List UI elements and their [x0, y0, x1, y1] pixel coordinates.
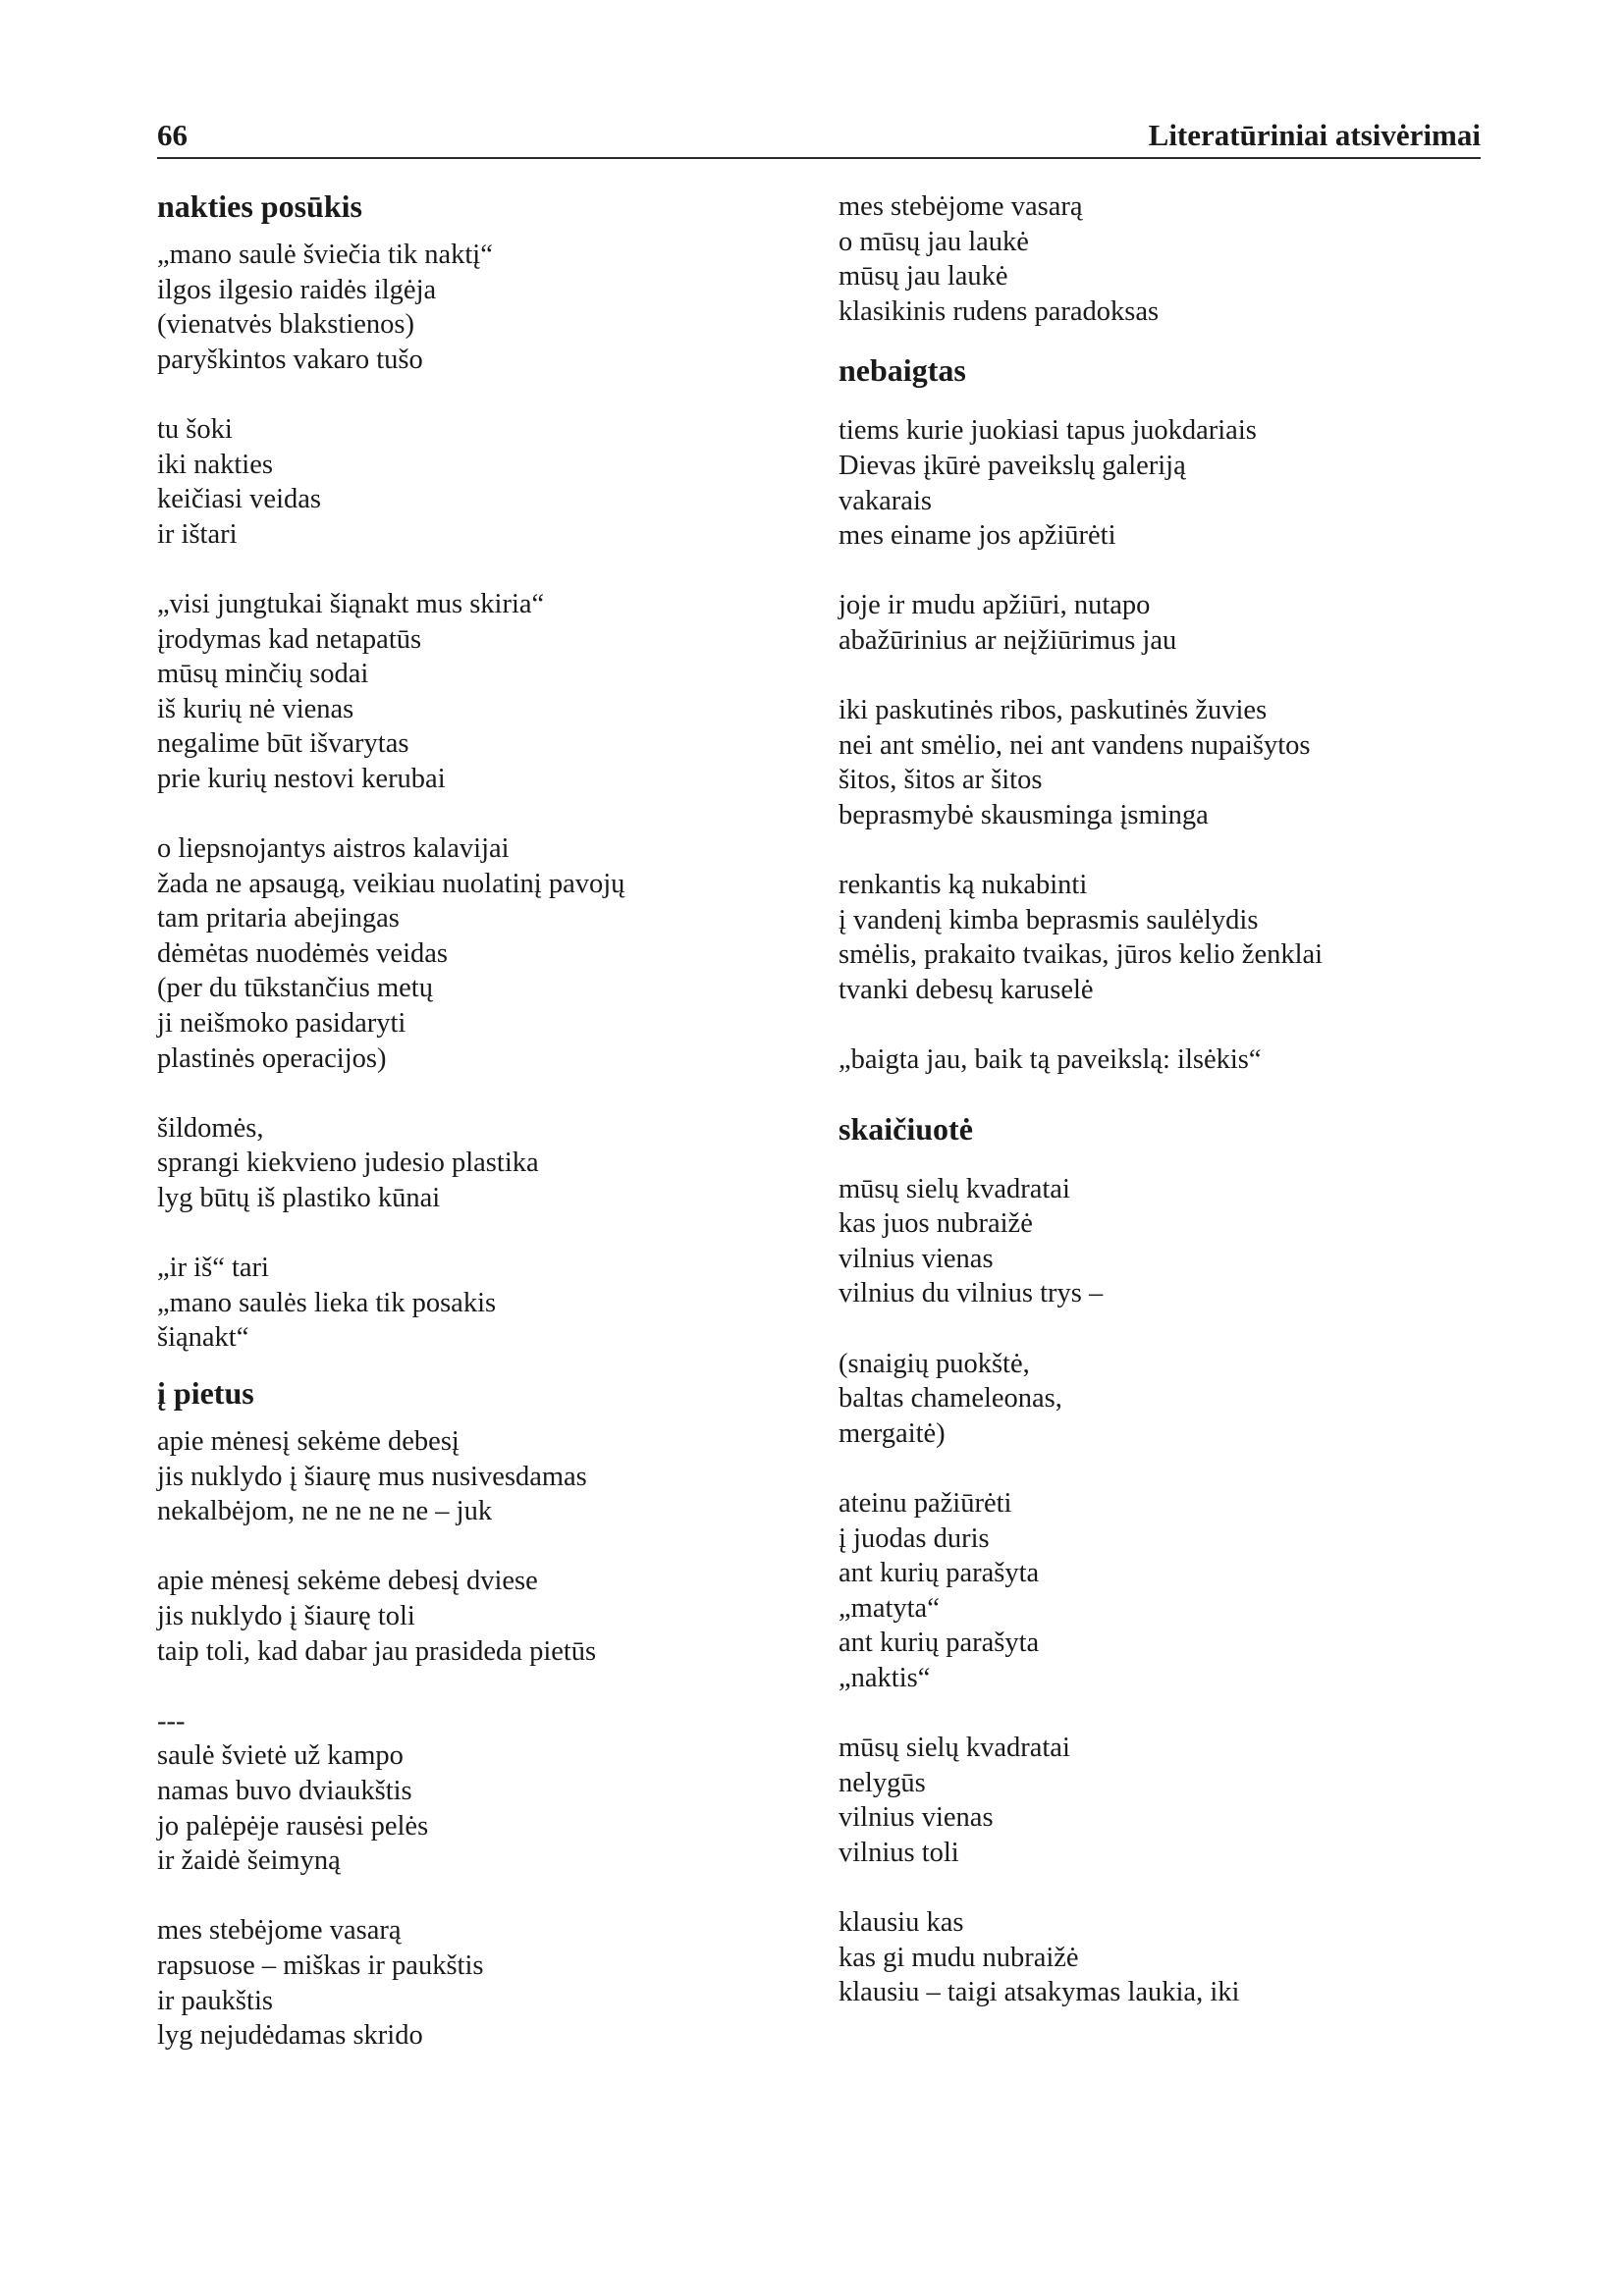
stanza: [839, 588, 1487, 658]
verse-line: ateinu pažiūrėti: [839, 1488, 1012, 1519]
verse-line: mes einame jos apžiūrėti: [839, 520, 1116, 552]
verse-line: klausiu kas: [839, 1907, 964, 1939]
stanza: [839, 1042, 1487, 1078]
verse-line: kas gi mudu nubraižė: [839, 1942, 1079, 1973]
stanza: [157, 1111, 785, 1216]
stanza: [157, 1424, 785, 1529]
verse-line: jis nuklydo į šiaurę toli: [157, 1600, 415, 1631]
poem-title: nebaigtas: [839, 352, 966, 389]
verse-line: į vandenį kimba beprasmis saulėlydis: [839, 904, 1259, 935]
verse-line: klasikinis rudens paradoksas: [839, 295, 1160, 327]
verse-line: iki paskutinės ribos, paskutinės žuvies: [839, 695, 1268, 726]
poem-title: nakties posūkis: [157, 188, 362, 224]
verse-line: įrodymas kad netapatūs: [157, 623, 422, 655]
verse-line: ir paukštis: [157, 1985, 273, 2016]
verse-line: vilnius vienas: [839, 1243, 994, 1274]
verse-line: jo palėpėje rausėsi pelės: [157, 1810, 429, 1842]
verse-line: ilgos ilgesio raidės ilgėja: [157, 274, 437, 305]
book-title: Literatūriniai atsivėrimai: [1148, 118, 1481, 152]
verse-line: beprasmybė skausminga įsminga: [839, 799, 1209, 830]
verse-line: „matyta“: [839, 1592, 940, 1624]
verse-line: baltas chameleonas,: [839, 1383, 1062, 1415]
verse-line: „visi jungtukai šiąnakt mus skiria“: [157, 588, 545, 619]
verse-line: mes stebėjome vasarą: [157, 1915, 402, 1947]
running-header: [157, 114, 1481, 159]
verse-line: paryškintos vakaro tušo: [157, 344, 423, 375]
verse-line: taip toli, kad dabar jau prasideda pietūs: [157, 1635, 597, 1667]
verse-line: „mano saulė šviečia tik naktį“: [157, 240, 493, 270]
verse-line: ir žaidė šeimyną: [157, 1845, 341, 1877]
verse-line: šitos, šitos ar šitos: [839, 765, 1043, 796]
verse-line: mūsų minčių sodai: [157, 659, 369, 690]
verse-line: Dievas įkūrė paveikslų galeriją: [839, 450, 1186, 481]
section-separator: ---: [157, 1705, 186, 1736]
verse-line: tu šoki: [157, 413, 233, 445]
verse-line: o mūsų jau laukė: [839, 226, 1029, 257]
verse-line: renkantis ką nukabinti: [839, 870, 1088, 901]
stanza: [157, 1913, 785, 2053]
verse-line: apie mėnesį sekėme debesį: [157, 1426, 460, 1457]
stanza: [839, 868, 1487, 1007]
verse-line: negalime būt išvarytas: [157, 728, 409, 760]
verse-line: nei ant smėlio, nei ant vandens nupaišytos: [839, 729, 1311, 761]
stanza: [157, 1704, 785, 1879]
verse-line: rapsuose – miškas ir paukštis: [157, 1949, 484, 1981]
verse-line: mūsų jau laukė: [839, 261, 1008, 293]
verse-line: „mano saulės lieka tik posakis: [157, 1287, 497, 1318]
verse-line: abažūrinius ar neįžiūrimus jau: [839, 624, 1177, 656]
verse-line: joje ir mudu apžiūri, nutapo: [839, 590, 1151, 621]
verse-line: (vienatvės blakstienos): [157, 309, 414, 341]
verse-line: ant kurių parašyta: [839, 1628, 1040, 1659]
stanza: [157, 1564, 785, 1669]
verse-line: smėlis, prakaito tvaikas, jūros kelio ženklai: [839, 939, 1324, 971]
stanza: [157, 1251, 785, 1356]
verse-line: „ir iš“ tari: [157, 1253, 269, 1284]
verse-line: mūsų sielų kvadratai: [839, 1733, 1070, 1764]
stanza: [839, 189, 1487, 329]
verse-line: „naktis“: [839, 1662, 931, 1693]
verse-line: vilnius toli: [839, 1837, 959, 1868]
verse-line: mūsų sielų kvadratai: [839, 1173, 1070, 1204]
verse-line: dėmėtas nuodėmės veidas: [157, 937, 448, 969]
verse-line: vakarais: [839, 485, 932, 516]
verse-line: lyg būtų iš plastiko kūnai: [157, 1183, 441, 1214]
verse-line: o liepsnojantys aistros kalavijai: [157, 833, 510, 865]
poem-title: į pietus: [157, 1375, 254, 1411]
page-number: 66: [157, 118, 188, 152]
left-column: [157, 188, 785, 2054]
verse-line: ir ištari: [157, 518, 238, 550]
stanza: [157, 831, 785, 1076]
stanza: [839, 1486, 1487, 1696]
verse-line: keičiasi veidas: [157, 484, 321, 515]
verse-line: saulė švietė už kampo: [157, 1740, 404, 1772]
verse-line: šiąnakt“: [157, 1322, 249, 1354]
verse-line: (snaigių puokštė,: [839, 1348, 1030, 1379]
verse-line: mergaitė): [839, 1417, 946, 1449]
stanza: [157, 587, 785, 797]
stanza: [157, 412, 785, 552]
verse-line: „baigta jau, baik tą paveikslą: ilsėkis“: [839, 1044, 1262, 1076]
verse-line: į juodas duris: [839, 1522, 990, 1554]
verse-line: mes stebėjome vasarą: [839, 191, 1083, 222]
verse-line: vilnius du vilnius trys –: [839, 1278, 1104, 1309]
verse-line: nekalbėjom, ne ne ne ne – juk: [157, 1496, 493, 1527]
verse-line: ant kurių parašyta: [839, 1558, 1040, 1589]
stanza: [839, 413, 1487, 553]
verse-line: šildomės,: [157, 1112, 264, 1144]
verse-line: kas juos nubraižė: [839, 1208, 1033, 1240]
verse-line: iš kurių nė vienas: [157, 693, 354, 724]
verse-line: iki nakties: [157, 449, 273, 480]
verse-line: tvanki debesų karuselė: [839, 974, 1094, 1005]
verse-line: namas buvo dviaukštis: [157, 1775, 412, 1806]
verse-line: tiems kurie juokiasi tapus juokdariais: [839, 415, 1257, 447]
verse-line: žada ne apsaugą, veikiau nuolatinį pavojų: [157, 868, 625, 899]
stanza: [839, 1172, 1487, 1311]
poem-title: skaičiuotė: [839, 1110, 973, 1147]
verse-line: tam pritaria abejingas: [157, 903, 400, 934]
verse-line: prie kurių nestovi kerubai: [157, 763, 446, 794]
stanza: [839, 1731, 1487, 1870]
verse-line: sprangi kiekvieno judesio plastika: [157, 1148, 539, 1179]
verse-line: vilnius vienas: [839, 1802, 994, 1834]
stanza: [839, 693, 1487, 832]
verse-line: plastinės operacijos): [157, 1042, 387, 1074]
verse-line: apie mėnesį sekėme debesį dviese: [157, 1566, 538, 1597]
right-column: [839, 189, 1487, 2010]
stanza: [839, 1347, 1487, 1452]
verse-line: ji neišmoko pasidaryti: [157, 1008, 406, 1040]
stanza: [157, 238, 785, 377]
verse-line: jis nuklydo į šiaurę mus nusivesdamas: [157, 1461, 587, 1492]
verse-line: klausiu – taigi atsakymas laukia, iki: [839, 1977, 1240, 2008]
verse-line: (per du tūkstančius metų: [157, 973, 433, 1004]
verse-line: nelygūs: [839, 1767, 926, 1798]
verse-line: lyg nejudėdamas skrido: [157, 2020, 423, 2052]
stanza: [839, 1905, 1487, 2010]
